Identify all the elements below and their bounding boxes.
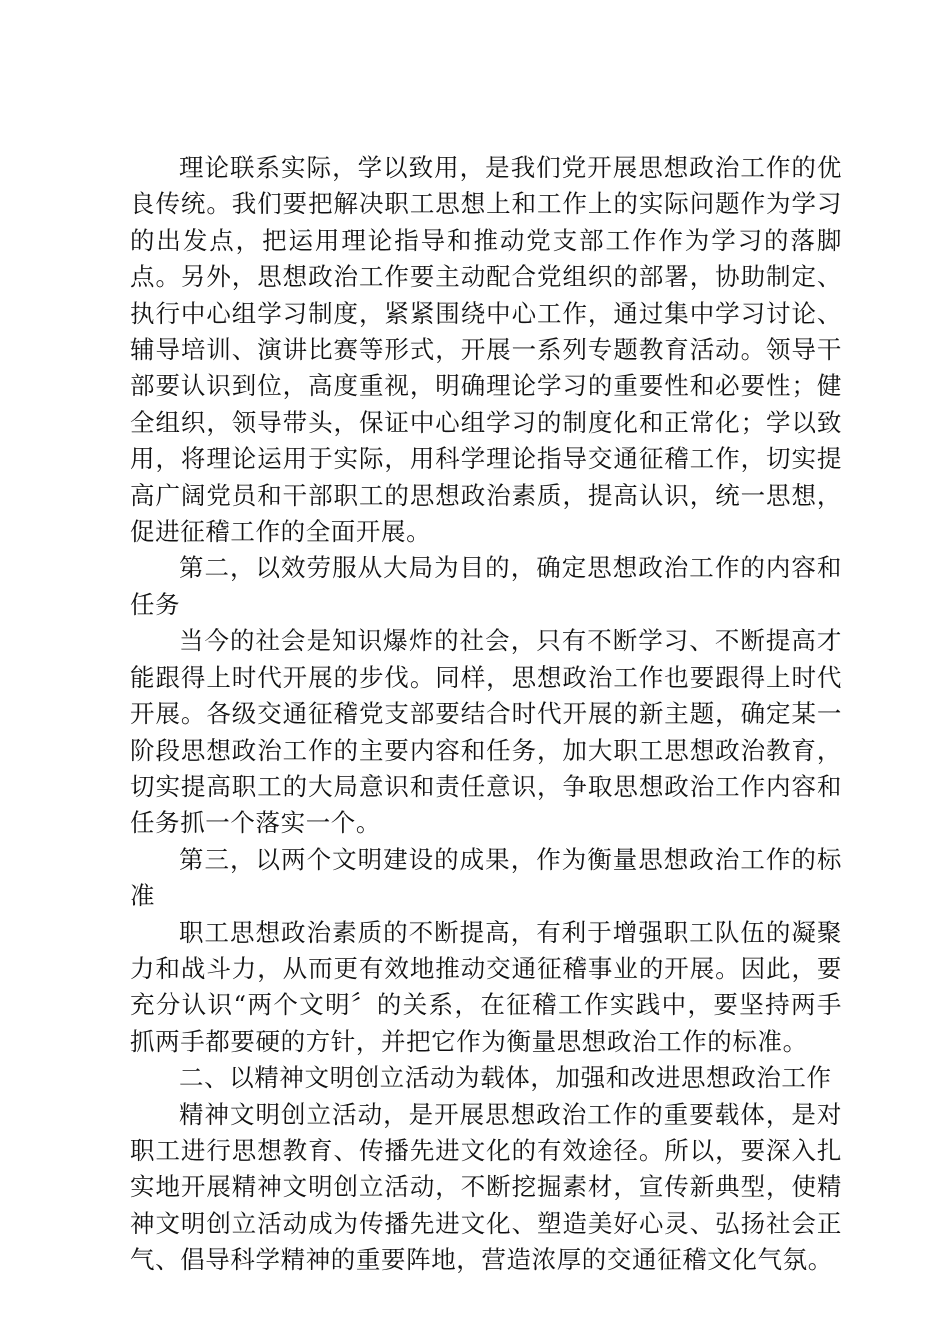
- document-body: [130, 150, 842, 1279]
- paragraph-spiritual-civilization: 精神文明创立活动，是开展思想政治工作的重要载体，是对职工进行思想教育、传播先进文化的有效途径。所以，要深入扎实地开展精神文明创立活动，不断挖掘素材，宣传新典型，使精神文明创立活动成为传播先进文化、塑造美好心灵、弘扬社会正气、倡导科学精神的重要阵地，营造浓厚的交通征稽文化气氛。: [130, 1099, 842, 1275]
- heading-section-two: 二、以精神文明创立活动为载体，加强和改进思想政治工作: [179, 1063, 832, 1093]
- heading-third-point: 第三，以两个文明建设的成果，作为衡量思想政治工作的标准: [130, 844, 842, 911]
- paragraph-theory-practice: 理论联系实际，学以致用，是我们党开展思想政治工作的优良传统。我们要把解决职工思想上和工作上的实际问题作为学习的出发点，把运用理论指导和推动党支部工作作为学习的落脚点。另外，思想政治工作要主动配合党组织的部署，协助制定、执行中心组学习制度，紧紧围绕中心工作，通过集中学习讨论、辅导培训、演讲比赛等形式，开展一系列专题教育活动。领导干部要认识到位，高度重视，明确理论学习的重要性和必要性；健全组织，领导带头，保证中心组学习的制度化和正常化；学以致用，将理论运用于实际，用科学理论指导交通征稽工作，切实提高广阔党员和干部职工的思想政治素质，提高认识，统一思想，促进征稽工作的全面开展。: [130, 153, 842, 547]
- paragraph-two-civilizations: 职工思想政治素质的不断提高，有利于增强职工队伍的凝聚力和战斗力，从而更有效地推动交通征稽事业的开展。因此，要充分认识“两个文明〞的关系，在征稽工作实践中，要坚持两手抓两手都要硬的方针，并把它作为衡量思想政治工作的标准。: [130, 917, 842, 1056]
- paragraph-knowledge-society: 当今的社会是知识爆炸的社会，只有不断学习、不断提高才能跟得上时代开展的步伐。同样，思想政治工作也要跟得上时代开展。各级交通征稽党支部要结合时代开展的新主题，确定某一阶段思想政治工作的主要内容和任务，加大职工思想政治教育，切实提高职工的大局意识和责任意识，争取思想政治工作内容和任务抓一个落实一个。: [130, 626, 842, 838]
- heading-second-point: 第二，以效劳服从大局为目的，确定思想政治工作的内容和任务: [130, 553, 842, 619]
